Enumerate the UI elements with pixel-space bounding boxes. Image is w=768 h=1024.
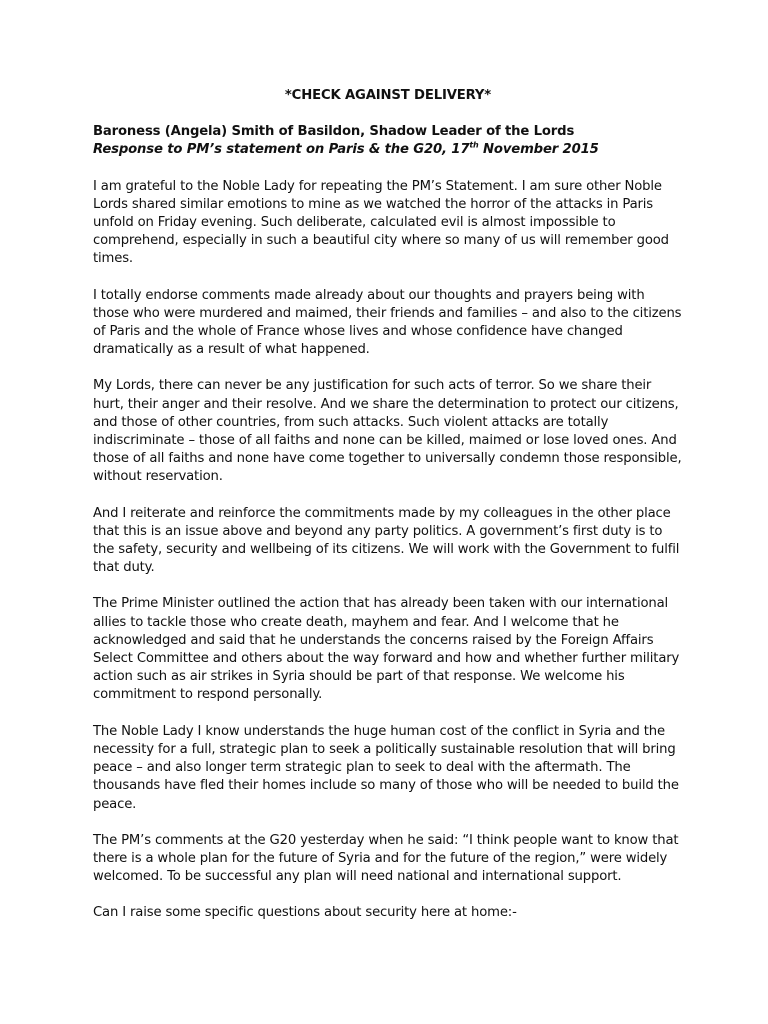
occasion-prefix: Response to PM’s statement on Paris & the G20, 17: [93, 142, 470, 158]
paragraph-2: I totally endorse comments made already about our thoughts and prayers being with those who were murdered and maimed, their friends and families – and also to the citizens of Paris and the whole of France whose lives and whose confidence have changed dramatically as a result of what happened.: [93, 287, 682, 358]
speaker-line: Baroness (Angela) Smith of Basildon, Shadow Leader of the Lords: [93, 124, 575, 140]
paragraph-5: The Prime Minister outlined the action that has already been taken with our international allies to tackle those who create death, mayhem and fear. And I welcome that he acknowledged and said that he understands the concerns raised by the Foreign Affairs Select Committee and others about the way forward and how and whether further military action such as air strikes in Syria should be part of that response. We welcome his commitment to respond personally.: [93, 596, 680, 703]
paragraph-1: I am grateful to the Noble Lady for repeating the PM’s Statement. I am sure other Noble Lords shared similar emotions to mine as we watched the horror of the attacks in Paris unfold on Friday evening. Such deliberate, calculated evil is almost impossible to comprehend, especially in such a beautiful city where so many of us will remember good times.: [93, 178, 669, 267]
paragraph-8: Can I raise some specific questions about security here at home:-: [93, 905, 517, 921]
paragraph-4: And I reiterate and reinforce the commitments made by my colleagues in the other place that this is an issue above and beyond any party politics. A government’s first duty is to the safety, security and wellbeing of its citizens. We will work with the Government to fulfil that duty.: [93, 505, 680, 576]
occasion-line: [93, 141, 683, 159]
document-page: [93, 87, 683, 941]
occasion-ordinal-suffix: th: [469, 141, 479, 151]
paragraph-6: The Noble Lady I know understands the huge human cost of the conflict in Syria and the necessity for a full, strategic plan to seek a politically sustainable resolution that will bring peace – and also longer term strategic plan to seek to deal with the aftermath. The thousands have fled their homes include so many of those who will be needed to build the peace.: [93, 723, 679, 812]
document-title: *CHECK AGAINST DELIVERY*: [284, 88, 492, 103]
occasion-suffix: November 2015: [478, 142, 599, 158]
paragraph-3: My Lords, there can never be any justification for such acts of terror. So we share their hurt, their anger and their resolve. And we share the determination to protect our citizens, and those of other countries, from such attacks. Such violent attacks are totally indiscriminate – those of all faiths and none can be killed, maimed or lose loved ones. And those of all faiths and none have come together to universally condemn those responsible, without reservation.: [93, 378, 682, 485]
paragraph-7: The PM’s comments at the G20 yesterday when he said: “I think people want to know that there is a whole plan for the future of Syria and for the future of the region,” were widely welcomed. To be successful any plan will need national and international support.: [93, 832, 679, 885]
